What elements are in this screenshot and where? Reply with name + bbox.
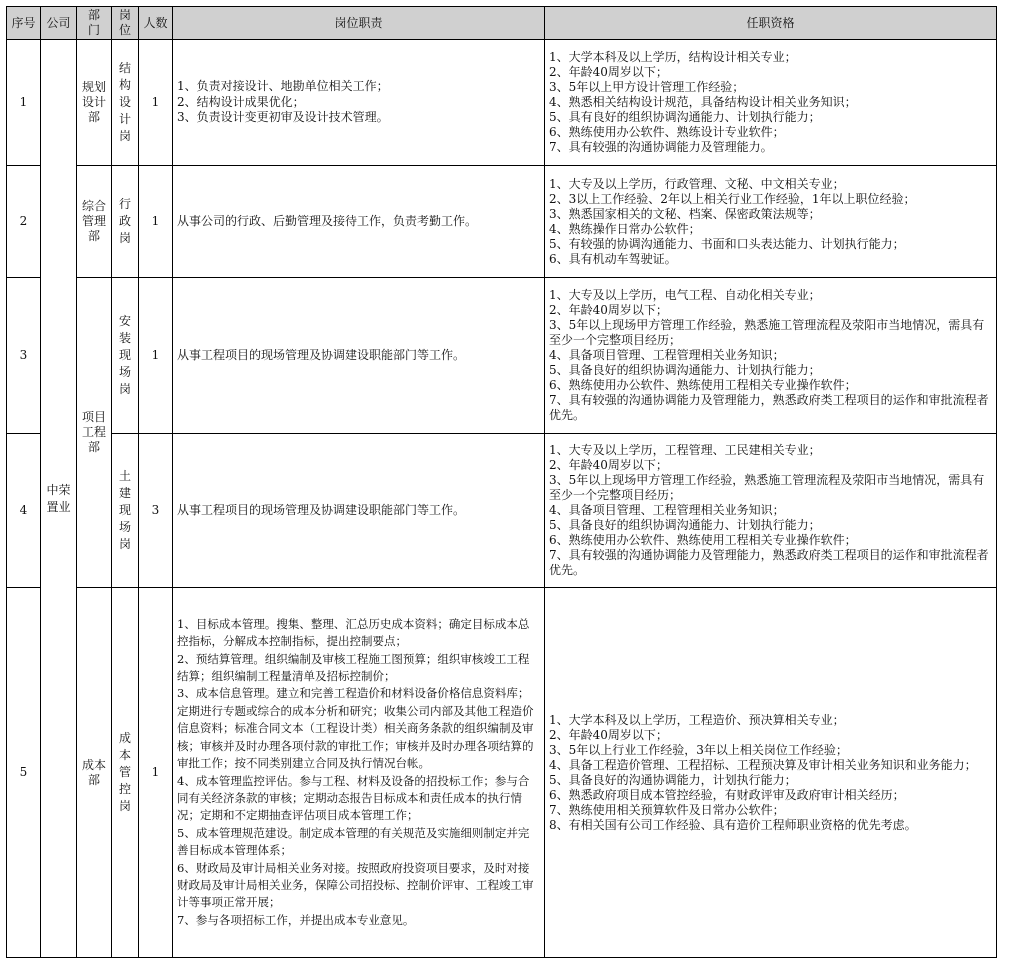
qual-line: 2、年龄40周岁以下； — [549, 727, 668, 742]
row-seq: 4 — [7, 434, 41, 588]
dept-cell — [77, 588, 112, 958]
qual-line: 3、5年以上现场甲方管理工作经验，熟悉施工管理流程及荥阳市当地情况，需具有至少一个完整项目经历； — [549, 318, 985, 347]
qual-line: 1、大专及以上学历，行政管理、文秘、中文相关专业； — [549, 176, 845, 191]
qual-line: 1、大学本科及以上学历，工程造价、预决算相关专业； — [549, 712, 845, 727]
qual-line: 5、具备良好的组织协调沟通能力、计划执行能力； — [549, 363, 821, 377]
dept-cell — [77, 278, 112, 588]
table-row — [7, 40, 997, 166]
qual-line: 8、有相关国有公司工作经验、具有造价工程师职业资格的优先考虑。 — [549, 817, 917, 832]
qual-line: 4、具备工程造价管理、工程招标、工程预决算及审计相关业务知识和业务能力； — [549, 757, 977, 772]
qual-line: 3、5年以上甲方设计管理工作经验； — [549, 80, 745, 94]
post-name: 结构设计岗 — [118, 61, 131, 143]
duty-cell — [173, 166, 545, 278]
table-row — [7, 166, 997, 278]
qual-cell — [545, 434, 997, 588]
duty-line: 2、结构设计成果优化； — [177, 94, 305, 109]
duty-cell — [173, 434, 545, 588]
duty-cell — [173, 40, 545, 166]
row-seq: 1 — [7, 40, 41, 166]
post-cell — [112, 40, 139, 166]
header-post-cell — [112, 7, 139, 40]
qual-line: 4、熟悉相关结构设计规范，具备结构设计相关业务知识； — [549, 95, 857, 109]
qual-line: 5、具备良好的组织协调沟通能力、计划执行能力； — [549, 518, 821, 532]
qual-line: 6、熟悉政府项目成本管控经验，有财政评审及政府审计相关经历； — [549, 787, 905, 802]
duty-line: 1、目标成本管理。搜集、整理、汇总历史成本资料；确定目标成本总控指标，分解成本控制指标，提出控制要点； — [177, 616, 530, 649]
qual-line: 1、大学本科及以上学历，结构设计相关专业； — [549, 50, 797, 64]
duty-line: 5、成本管理规范建设。制定成本管理的有关规范及实施细则制定并完善目标成本管理体系； — [177, 825, 530, 858]
duty-line: 6、财政局及审计局相关业务对接。按照政府投资项目要求，及时对接财政局及审计局相关业务，保障公司招投标、控制价评审、工程竣工审计等事项正常开展； — [177, 860, 534, 910]
header-duty: 岗位职责 — [173, 7, 545, 40]
duty-line: 4、成本管理监控评估。参与工程、材料及设备的招投标工作；参与合同有关经济条款的审核；定期动态报告目标成本和责任成本的执行情况；定期和不定期抽查评估项目成本管理工作； — [177, 773, 530, 823]
duty-line: 3、负责设计变更初审及设计技术管理。 — [177, 110, 389, 125]
qual-line: 7、具有较强的沟通协调能力及管理能力。 — [549, 140, 773, 154]
qual-line: 1、大专及以上学历，电气工程、自动化相关专业； — [549, 288, 821, 302]
row-count: 1 — [139, 166, 173, 278]
qual-line: 5、有较强的协调沟通能力、书面和口头表达能力、计划执行能力； — [549, 236, 905, 251]
post-name: 土建现场岗 — [118, 469, 131, 551]
job-table — [6, 6, 997, 958]
qual-cell — [545, 278, 997, 434]
duty-line: 从事公司的行政、后勤管理及接待工作，负责考勤工作。 — [177, 213, 478, 228]
qual-line: 2、年龄40周岁以下； — [549, 65, 668, 79]
qual-line: 2、3以上工作经验、2年以上相关行业工作经验，1年以上职位经验； — [549, 191, 916, 206]
table-row — [7, 278, 997, 434]
header-row — [7, 7, 997, 40]
post-name: 成本管控岗 — [118, 731, 131, 813]
qual-line: 6、熟练使用办公软件、熟练设计专业软件； — [549, 125, 785, 139]
duty-line: 从事工程项目的现场管理及协调建设职能部门等工作。 — [177, 502, 466, 517]
qual-line: 2、年龄40周岁以下； — [549, 458, 668, 472]
qual-line: 7、具有较强的沟通协调能力及管理能力，熟悉政府类工程项目的运作和审批流程者优先。 — [549, 548, 989, 577]
row-count: 1 — [139, 278, 173, 434]
duty-cell — [173, 588, 545, 958]
row-count: 1 — [139, 40, 173, 166]
qual-cell — [545, 40, 997, 166]
post-name: 行政岗 — [118, 197, 131, 245]
header-dept: 部门 — [87, 8, 100, 37]
duty-line: 1、负责对接设计、地勘单位相关工作； — [177, 79, 389, 94]
qual-cell — [545, 166, 997, 278]
qual-line: 6、具有机动车驾驶证。 — [549, 251, 677, 266]
qual-line: 6、熟练使用办公软件、熟练使用工程相关专业操作软件； — [549, 378, 857, 392]
qual-line: 5、具有良好的组织协调沟通能力、计划执行能力； — [549, 110, 821, 124]
qual-line: 3、5年以上行业工作经验，3年以上相关岗位工作经验； — [549, 742, 848, 757]
post-cell — [112, 278, 139, 434]
duty-line: 3、成本信息管理。建立和完善工程造价和材料设备价格信息资料库；定期进行专题或综合的成本分析和研究；收集公司内部及其他工程造价信息资料；标准合同文本（工程设计类）相关商务条款的组织编制及审核；审核并及时办理各项付款的审批工作；审核并及时办理各项结算的审批工作；按不同类别建立合同及执行情况台帐。 — [177, 686, 534, 771]
qual-line: 7、具有较强的沟通协调能力及管理能力，熟悉政府类工程项目的运作和审批流程者优先。 — [549, 393, 989, 422]
dept-cell — [77, 166, 112, 278]
header-seq: 序号 — [7, 7, 41, 40]
qual-cell — [545, 588, 997, 958]
qual-line: 7、熟练使用相关预算软件及日常办公软件； — [549, 802, 785, 817]
qual-line: 4、熟练操作日常办公软件； — [549, 221, 701, 236]
post-cell — [112, 434, 139, 588]
qual-line: 1、大专及以上学历，工程管理、工民建相关专业； — [549, 443, 821, 457]
qual-line: 5、具备良好的沟通协调能力，计划执行能力； — [549, 772, 797, 787]
row-seq: 3 — [7, 278, 41, 434]
company-name: 中荣置业 — [46, 482, 71, 514]
dept-cell — [77, 40, 112, 166]
qual-line: 2、年龄40周岁以下； — [549, 303, 668, 317]
row-count: 1 — [139, 588, 173, 958]
post-cell — [112, 588, 139, 958]
qual-line: 3、5年以上现场甲方管理工作经验，熟悉施工管理流程及荥阳市当地情况，需具有至少一个完整项目经历； — [549, 473, 985, 502]
header-qual: 任职资格 — [545, 7, 997, 40]
header-company: 公司 — [41, 7, 77, 40]
duty-cell — [173, 278, 545, 434]
qual-line: 6、熟练使用办公软件、熟练使用工程相关专业操作软件； — [549, 533, 857, 547]
company-cell — [41, 40, 77, 958]
row-seq: 5 — [7, 588, 41, 958]
post-cell — [112, 166, 139, 278]
duty-line: 7、参与各项招标工作，并提出成本专业意见。 — [177, 912, 415, 927]
row-seq: 2 — [7, 166, 41, 278]
header-count: 人数 — [139, 7, 173, 40]
post-name: 安装现场岗 — [118, 314, 131, 396]
header-post: 岗位 — [118, 8, 131, 37]
table-row — [7, 434, 997, 588]
header-dept-cell — [77, 7, 112, 40]
dept-name: 成本部 — [81, 757, 106, 787]
dept-name: 规划设计部 — [81, 80, 106, 124]
table-row — [7, 588, 997, 958]
row-count: 3 — [139, 434, 173, 588]
qual-line: 3、熟悉国家相关的文秘、档案、保密政策法规等； — [549, 206, 821, 221]
qual-line: 4、具备项目管理、工程管理相关业务知识； — [549, 503, 785, 517]
dept-name: 项目工程部 — [81, 410, 106, 454]
duty-line: 2、预结算管理。组织编制及审核工程施工图预算；组织审核竣工工程结算；组织编制工程量清单及招标控制价； — [177, 651, 530, 684]
dept-name: 综合管理部 — [81, 199, 106, 243]
qual-line: 4、具备项目管理、工程管理相关业务知识； — [549, 348, 785, 362]
duty-line: 从事工程项目的现场管理及协调建设职能部门等工作。 — [177, 347, 466, 362]
